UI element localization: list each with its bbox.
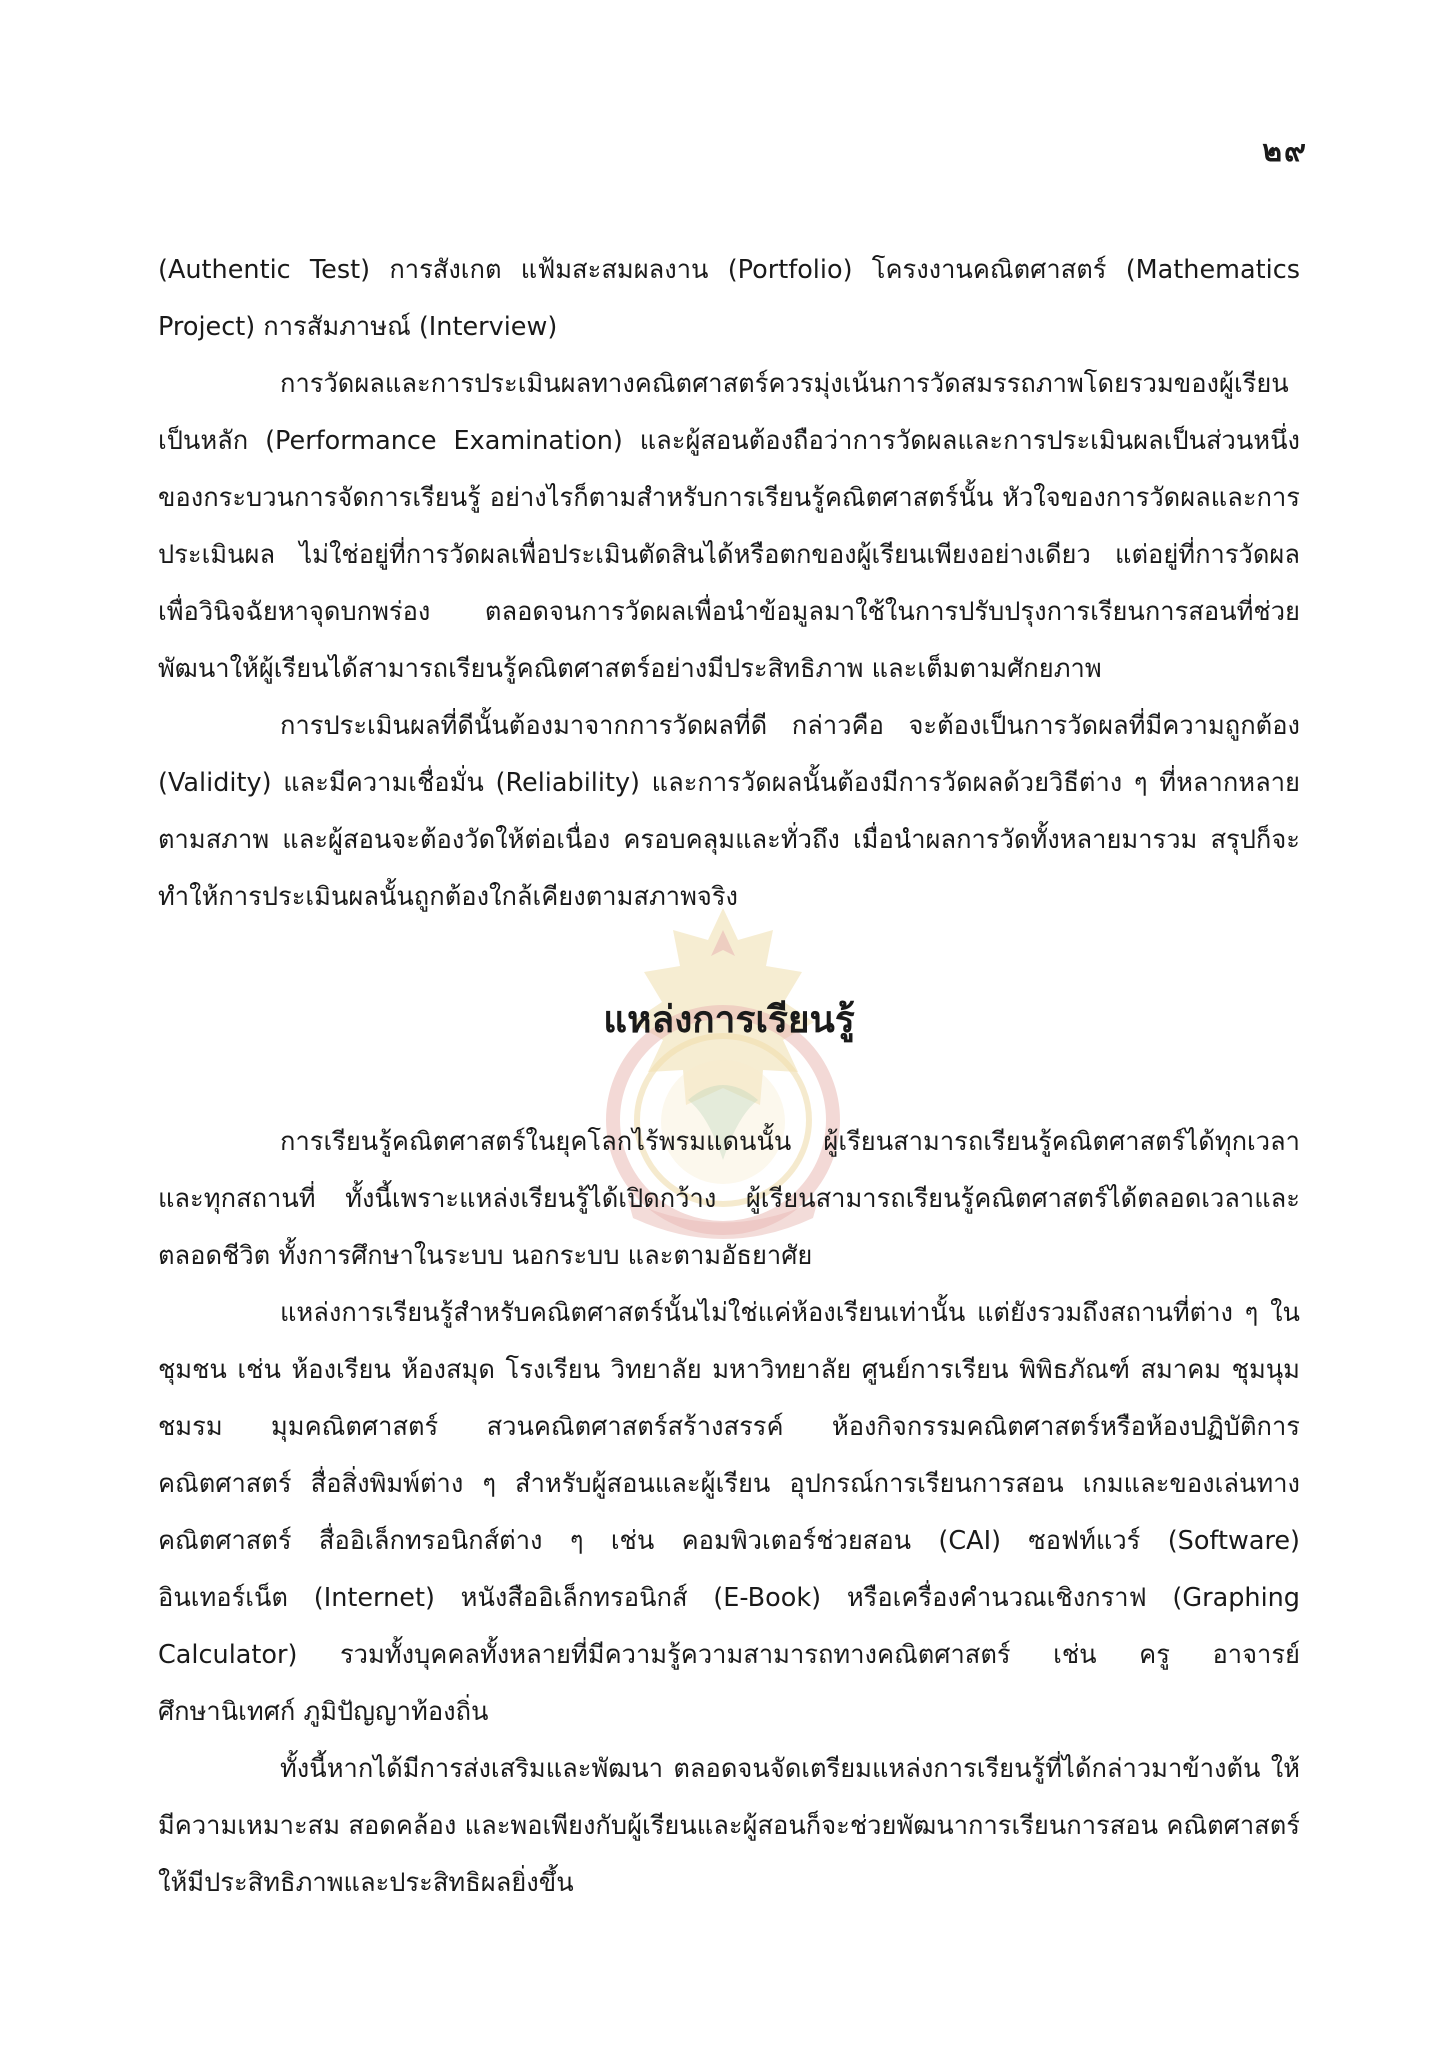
section-heading: แหล่งการเรียนรู้ xyxy=(603,998,855,1041)
page-number: ๒๙ xyxy=(1262,134,1308,169)
paragraph: การเรียนรู้คณิตศาสตร์ในยุคโลกไร้พรมแดนนั้น ผู้เรียนสามารถเรียนรู้คณิตศาสตร์ได้ทุกเวลาและทุกสถานที่ ทั้งนี้เพราะแหล่งเรียนรู้ได้เปิดกว้าง ผู้เรียนสามารถเรียนรู้คณิตศาสตร์ได้ตลอดเวลาและตลอดชีวิต ทั้งการศึกษาในระบบ นอกระบบ และตามอัธยาศัย xyxy=(158,1127,1300,1271)
bottom-section xyxy=(158,1114,1300,1912)
paragraph: แหล่งการเรียนรู้สำหรับคณิตศาสตร์นั้นไม่ใช่แค่ห้องเรียนเท่านั้น แต่ยังรวมถึงสถานที่ต่าง ๆ ในชุมชน เช่น ห้องเรียน ห้องสมุด โรงเรียน วิทยาลัย มหาวิทยาลัย ศูนย์การเรียน พิพิธภัณฑ์ สมาคม ชุมนุม ชมรม มุมคณิตศาสตร์ สวนคณิตศาสตร์สร้างสรรค์ ห้องกิจกรรมคณิตศาสตร์หรือห้องปฏิบัติการคณิตศาสตร์ สื่อสิ่งพิมพ์ต่าง ๆ สำหรับผู้สอนและผู้เรียน อุปกรณ์การเรียนการสอน เกมและของเล่นทางคณิตศาสตร์ สื่ออิเล็กทรอนิกส์ต่าง ๆ เช่น คอมพิวเตอร์ช่วยสอน (CAI) ซอฟท์แวร์ (Software) อินเทอร์เน็ต (Internet) หนังสืออิเล็กทรอนิกส์ (E-Book) หรือเครื่องคำนวณเชิงกราฟ (Graphing Calculator) รวมทั้งบุคคลทั้งหลายที่มีความรู้ความสามารถทางคณิตศาสตร์ เช่น ครู อาจารย์ ศึกษานิเทศก์ ภูมิปัญญาท้องถิ่น xyxy=(158,1298,1300,1727)
paragraph: (Authentic Test) การสังเกต แฟ้มสะสมผลงาน (Portfolio) โครงงานคณิตศาสตร์ (Mathematics Project) การสัมภาษณ์ (Interview) xyxy=(158,255,1300,342)
paragraph: การวัดผลและการประเมินผลทางคณิตศาสตร์ควรมุ่งเน้นการวัดสมรรถภาพโดยรวมของผู้เรียนเป็นหลัก (Performance Examination) และผู้สอนต้องถือว่าการวัดผลและการประเมินผลเป็นส่วนหนึ่งของกระบวนการจัดการเรียนรู้ อย่างไรก็ตามสำหรับการเรียนรู้คณิตศาสตร์นั้น หัวใจของการวัดผลและการประเมินผล ไม่ใช่อยู่ที่การวัดผลเพื่อประเมินตัดสินได้หรือตกของผู้เรียนเพียงอย่างเดียว แต่อยู่ที่การวัดผลเพื่อวินิจฉัยหาจุดบกพร่อง ตลอดจนการวัดผลเพื่อนำข้อมูลมาใช้ในการปรับปรุงการเรียนการสอนที่ช่วยพัฒนาให้ผู้เรียนได้สามารถเรียนรู้คณิตศาสตร์อย่างมีประสิทธิภาพ และเต็มตามศักยภาพ xyxy=(158,369,1300,684)
document-body xyxy=(158,242,1300,1912)
paragraph: การประเมินผลที่ดีนั้นต้องมาจากการวัดผลที่ดี กล่าวคือ จะต้องเป็นการวัดผลที่มีความถูกต้อง (Validity) และมีความเชื่อมั่น (Reliability) และการวัดผลนั้นต้องมีการวัดผลด้วยวิธีต่าง ๆ ที่หลากหลาย ตามสภาพ และผู้สอนจะต้องวัดให้ต่อเนื่อง ครอบคลุมและทั่วถึง เมื่อนำผลการวัดทั้งหลายมารวม สรุปก็จะทำให้การประเมินผลนั้นถูกต้องใกล้เคียงตามสภาพจริง xyxy=(158,711,1300,912)
paragraph: ทั้งนี้หากได้มีการส่งเสริมและพัฒนา ตลอดจนจัดเตรียมแหล่งการเรียนรู้ที่ได้กล่าวมาข้างต้น ให้มีความเหมาะสม สอดคล้อง และพอเพียงกับผู้เรียนและผู้สอนก็จะช่วยพัฒนาการเรียนการสอน คณิตศาสตร์ให้มีประสิทธิภาพและประสิทธิผลยิ่งขึ้น xyxy=(158,1754,1300,1898)
top-section xyxy=(158,242,1300,926)
